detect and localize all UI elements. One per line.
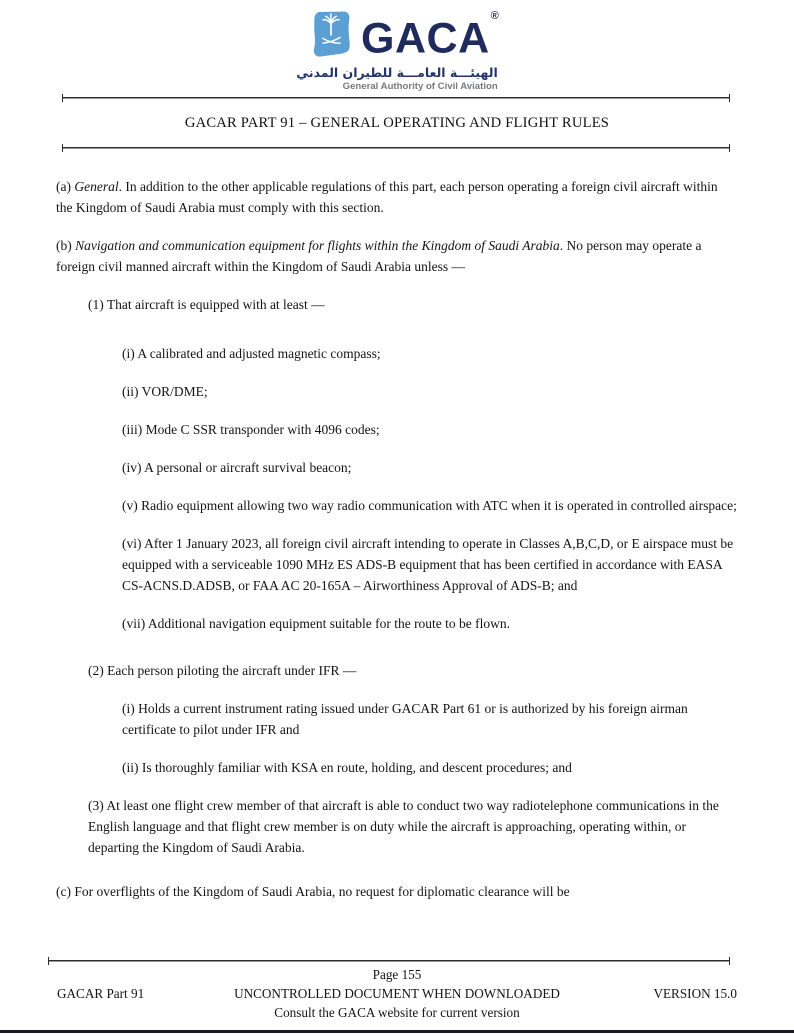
paragraph: (1) That aircraft is equipped with at least — [88,297,325,312]
paragraph: (i) A calibrated and adjusted magnetic compass; [122,346,381,361]
document-body [0,152,794,902]
paragraph: (b) Navigation and communication equipment for flights within the Kingdom of Saudi Arabia. No person may operate a foreign civil manned aircraft within the Kingdom of Saudi Arabia unless — [56,238,702,274]
paragraph: (3) At least one flight crew member of that aircraft is able to conduct two way radiotelephone communications in the English language and that flight crew member is on duty while the aircraft is approaching, operating within, or departing the Kingdom of Saudi Arabia. [88,798,719,855]
registered-mark: ® [490,10,499,23]
paragraph: (ii) VOR/DME; [122,384,208,399]
logo-arabic-name: الهيئـــة العامـــة للطيران المدني [296,65,498,80]
gaca-logo [296,9,497,94]
paragraph: (ii) Is thoroughly familiar with KSA en route, holding, and descent procedures; and [122,760,572,775]
saudi-flag-icon [310,9,354,64]
page-footer [0,957,794,1036]
logo-header [0,0,794,94]
logo-top-row [310,9,498,64]
paragraph: (iii) Mode C SSR transponder with 4096 codes; [122,422,380,437]
header-rule-bottom [62,144,730,152]
footer-rule [48,957,730,965]
brand-wordmark: GACA® [361,10,499,63]
page-bottom-border [0,1030,794,1034]
paragraph: (vii) Additional navigation equipment suitable for the route to be flown. [122,616,511,631]
logo-tagline: General Authority of Civil Aviation [342,81,498,92]
paragraph: (a) General. In addition to the other applicable regulations of this part, each person operating a foreign civil aircraft within the Kingdom of Saudi Arabia must comply with this section. [56,179,718,215]
page-title: GACAR PART 91 – GENERAL OPERATING AND FLIGHT RULES [184,114,610,131]
paragraph: (2) Each person piloting the aircraft under IFR — [88,663,357,678]
footer-doc-id: GACAR Part 91 [57,986,145,1001]
paragraph: (iv) A personal or aircraft survival beacon; [122,460,352,475]
footer-version: VERSION 15.0 [653,986,737,1001]
paragraph: (v) Radio equipment allowing two way radio communication with ATC when it is operated in controlled airspace; [122,498,737,513]
header-rule-top [62,94,730,102]
footer-warning: UNCONTROLLED DOCUMENT WHEN DOWNLOADED [234,986,560,1001]
paragraph: (c) For overflights of the Kingdom of Saudi Arabia, no request for diplomatic clearance will be [56,884,570,899]
page-number: Page 155 [372,967,422,982]
footer-note: Consult the GACA website for current version [274,1005,520,1020]
paragraph: (i) Holds a current instrument rating issued under GACAR Part 61 or is authorized by his foreign airman certificate to pilot under IFR and [122,701,688,737]
paragraph: (vi) After 1 January 2023, all foreign civil aircraft intending to operate in Classes A,B,C,D, or E airspace must be equipped with a serviceable 1090 MHz ES ADS-B equipment that has been certified in accordance with EASA CS-ACNS.D.ADSB, or FAA AC 20-165A – Airworthiness Approval of ADS-B; and [122,536,734,593]
